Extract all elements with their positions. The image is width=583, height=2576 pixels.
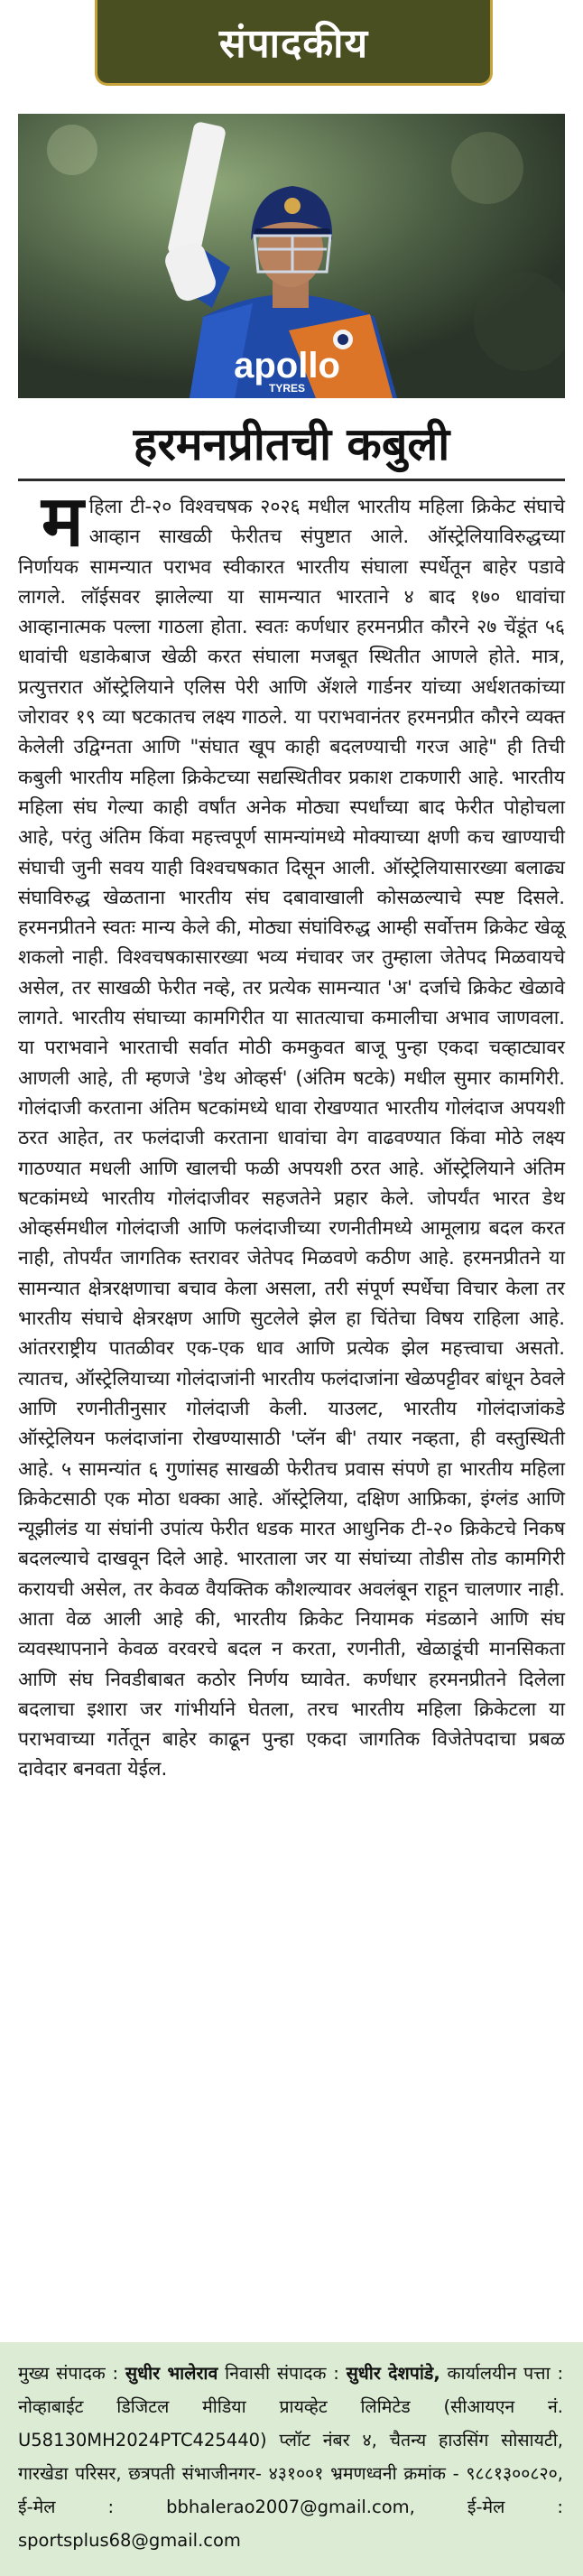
editor-label: मुख्य संपादक : (18, 2363, 119, 2384)
banner-title: संपादकीय (218, 21, 369, 67)
editor-name: सुधीर भालेराव (125, 2363, 218, 2384)
article-photo (18, 114, 565, 398)
jersey-sponsor-sub: TYRES (268, 382, 306, 395)
drop-cap: म (42, 480, 84, 563)
banner-box (95, 0, 493, 86)
article-paragraph: हिला टी-२० विश्वचषक २०२६ मधील भारतीय महिला क्रिकेट संघाचे आव्हान साखळी फेरीतच संपुष्टात आले. ऑस्ट्रेलियाविरुद्धच्या निर्णायक सामन्यात पराभव स्वीकारत भारतीय संघाला स्पर्धेतून बाहेर पडावे लागले. लॉईसवर झालेल्या या सामन्यात भारताने ४ बाद १७० धावांचा आव्हानात्मक पल्ला गाठला होता. स्वतः कर्णधार हरमनप्रीत कौरने २७ चेंडूंत ५६ धावांची धडाकेबाज खेळी करत संघाला मजबूत स्थितीत आणले होते. मात्र, प्रत्युत्तरात ऑस्ट्रेलियाने एलिस पेरी आणि ॲशले गार्डनर यांच्या अर्धशतकांच्या जोरावर १९ व्या षटकातच लक्ष्य गाठले. या पराभवानंतर हरमनप्रीत कौरने व्यक्त केलेली उद्विग्नता आणि "संघात खूप काही बदलण्याची गरज आहे" ही तिची कबुली भारतीय महिला क्रिकेटच्या सद्यस्थितीवर प्रकाश टाकणारी आहे. भारतीय महिला संघ गेल्या काही वर्षांत अनेक मोठ्या स्पर्धांच्या बाद फेरीत पोहोचला आहे, परंतु अंतिम किंवा महत्त्वपूर्ण सामन्यांमध्ये मोक्याच्या क्षणी कच खाण्याची संघाची जुनी सवय याही विश्वचषकात दिसून आली. ऑस्ट्रेलियासारख्या बलाढ्य संघाविरुद्ध खेळताना भारतीय संघ दबावाखाली कोसळल्याचे स्पष्ट दिसले. हरमनप्रीतने स्वतः मान्य केले की, मोठ्या संघांविरुद्ध आम्ही सर्वोत्तम क्रिकेट खेळू शकलो नाही. विश्वचषकासारख्या भव्य मंचावर जर तुम्हाला जेतेपद मिळवायचे असेल, तर साखळी फेरीत नव्हे, तर प्रत्येक सामन्यात 'अ' दर्जाचे क्रिकेट खेळावे लागते. भारतीय संघाच्या कामगिरीत या सातत्याचा कमालीचा अभाव जाणवला. या पराभवाने भारताची सर्वात मोठी कमकुवत बाजू पुन्हा एकदा चव्हाट्यावर आणली आहे, ती म्हणजे 'डेथ ओव्हर्स' (अंतिम षटके) मधील सुमार कामगिरी. गोलंदाजी करताना अंतिम षटकांमध्ये धावा रोखण्यात भारतीय गोलंदाज अपयशी ठरत आहेत, तर फलंदाजी करताना धावांचा वेग वाढवण्यात किंवा मोठे लक्ष्य गाठण्यात मधली आणि खालची फळी अपयशी ठरत आहे. ऑस्ट्रेलियाने अंतिम षटकांमध्ये भारतीय गोलंदाजीवर सहजतेने प्रहार केले. जोपर्यंत भारत डेथ ओव्हर्समधील गोलंदाजी आणि फलंदाजीच्या रणनीतीमध्ये आमूलाग्र बदल करत नाही, तोपर्यंत जागतिक स्तरावर जेतेपद मिळवणे कठीण आहे. हरमनप्रीतने या सामन्यात क्षेत्ररक्षणाचा बचाव केला असला, तरी संपूर्ण स्पर्धेचा विचार केला तर भारतीय संघाचे क्षेत्ररक्षण आणि सुटलेले झेल हा चिंतेचा विषय राहिला आहे. आंतरराष्ट्रीय पातळीवर एक-एक धाव आणि प्रत्येक झेल महत्त्वाचा असतो. त्यातच, ऑस्ट्रेलियाच्या गोलंदाजांनी भारतीय फलंदाजांना खेळपट्टीवर बांधून ठेवले आणि रणनीतीनुसार गोलंदाजी केली. याउलट, भारतीय गोलंदाजांकडे ऑस्ट्रेलियन फलंदाजांना रोखण्यासाठी 'प्लॅन बी' तयार नव्हता, ही वस्तुस्थिती आहे. ५ सामन्यांत ६ गुणांसह साखळी फेरीतच प्रवास संपणे हा भारतीय महिला क्रिकेटसाठी एक मोठा धक्का आहे. ऑस्ट्रेलिया, दक्षिण आफ्रिका, इंग्लंड आणि न्यूझीलंड या संघांनी उपांत्य फेरीत धडक मारत आधुनिक टी-२० क्रिकेटचे निकष बदलल्याचे दाखवून दिले आहे. भारताला जर या संघांच्या तोडीस तोड कामगिरी करायची असेल, तर केवळ वैयक्तिक कौशल्यावर अवलंबून राहून चालणार नाही. आता वेळ आली आहे की, भारतीय क्रिकेट नियामक मंडळाने आणि संघ व्यवस्थापनाने केवळ वरवरचे बदल न करता, रणनीती, खेळाडूंची मानसिकता आणि संघ निवडीबाबत कठोर निर्णय घ्यावेत. कर्णधार हरमनप्रीतने दिलेला बदलाचा इशारा जर गांभीर्याने घेतला, तरच भारतीय महिला क्रिकेटला या पराभवाच्या गर्तेतून बाहेर काढून पुन्हा एकदा जागतिक विजेतेपदाचा प्रबळ दावेदार बनवता येईल. (18, 496, 565, 1781)
cricketer-illustration (18, 114, 565, 398)
jersey-sponsor: apollo (234, 346, 340, 386)
headline-rule (18, 479, 565, 481)
resident-editor-name: सुधीर देशपांडे, (346, 2363, 440, 2384)
editorial-banner (0, 0, 583, 98)
footer-credits (0, 2342, 583, 2576)
publisher-details: कार्यालयीन पत्ता : नोव्हाबाईट डिजिटल मीडिया प्रायव्हेट लिमिटेड (सीआयएन नं. U58130MH2024PTC425440) प्लॉट नंबर ४, चैतन्य हाउसिंग सोसायटी, गारखेडा परिसर, छत्रपती संभाजीनगर- ४३१००१ भ्रमणध्वनी क्रमांक - ९८८१३००८२०, ई-मेल : bbhalerao2007@gmail.com, ई-मेल : sportsplus68@gmail.com (18, 2363, 564, 2551)
footer-text (0, 2342, 583, 2557)
article-headline (0, 412, 583, 475)
resident-editor-label: निवासी संपादक : (225, 2363, 339, 2384)
headline-text: हरमनप्रीतची कबुली (133, 417, 450, 470)
article-body (18, 480, 565, 2298)
